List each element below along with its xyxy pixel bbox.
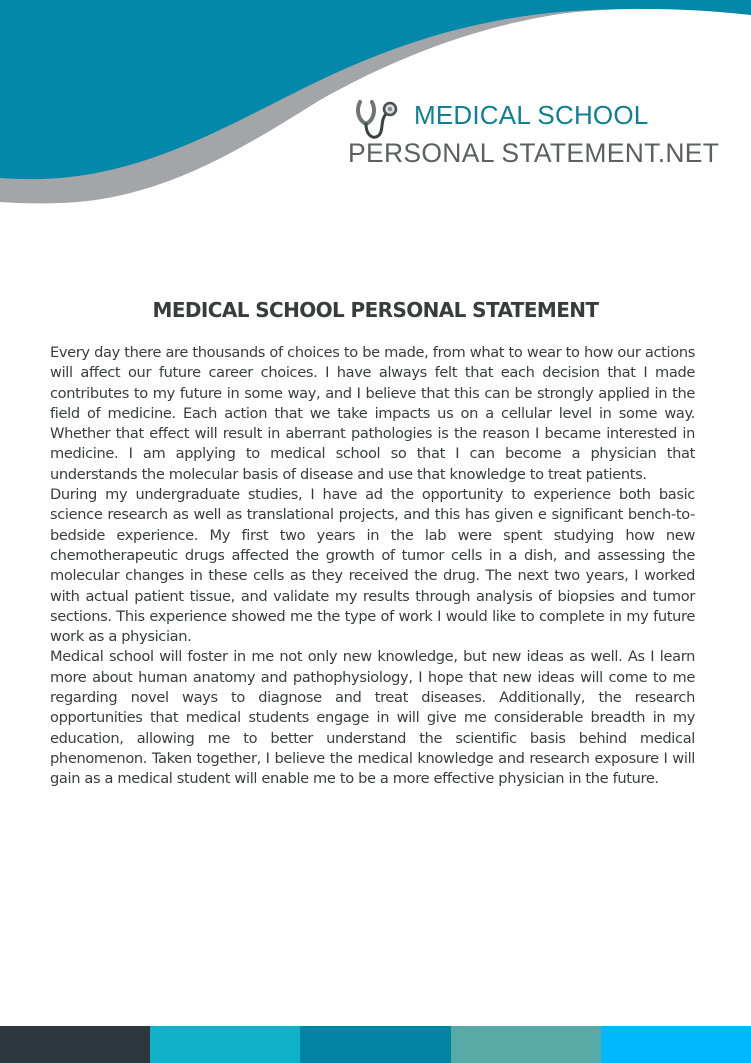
document-title: MEDICAL SCHOOL PERSONAL STATEMENT [152,298,599,322]
footer-color-bars [0,1026,751,1063]
logo-line1: MEDICAL SCHOOL [414,100,649,130]
document-body [50,343,695,790]
footer-bar [451,1026,601,1063]
logo-line2: PERSONAL STATEMENT.NET [348,138,720,168]
footer-bar [0,1026,150,1063]
paragraph: Every day there are thousands of choices to be made, from what to wear to how our actions will affect our future career choices. I have always felt that each decision that I made contributes to my future in some way, and I believe that this can be strongly applied in the field of medicine. Each action that we take impacts us on a cellular level in some way. Whether that effect will result in aberrant pathologies is the reason I became interested in medicine. I am applying to medical school so that I can become a physician that understands the molecular basis of disease and use that knowledge to treat patients. [50,344,695,483]
footer-bar [150,1026,300,1063]
footer-bar [300,1026,450,1063]
footer-bar [601,1026,751,1063]
site-logo [348,96,748,176]
paragraph: Medical school will foster in me not only new knowledge, but new ideas as well. As I learn more about human anatomy and pathophysiology, I hope that new ideas will come to me regarding novel ways to diagnose and treat diseases. Additionally, the research opportunities that medical students engage in will give me considerable breadth in my education, allowing me to better understand the scientific basis behind medical phenomenon. Taken together, I believe the medical knowledge and research exposure I will gain as a medical student will enable me to be a more effective physician in the future. [50,648,695,788]
stethoscope-icon [354,98,400,142]
paragraph: During my undergraduate studies, I have ad the opportunity to experience both basic science research as well as translational projects, and this has given e significant bench-to-bedside experience. My first two years in the lab were spent studying how new chemotherapeutic drugs affected the growth of tumor cells in a dish, and assessing the molecular changes in these cells as they received the drug. The next two years, I worked with actual patient tissue, and validate my results through analysis of biopsies and tumor sections. This experience showed me the type of work I would like to complete in my future work as a physician. [50,486,695,646]
